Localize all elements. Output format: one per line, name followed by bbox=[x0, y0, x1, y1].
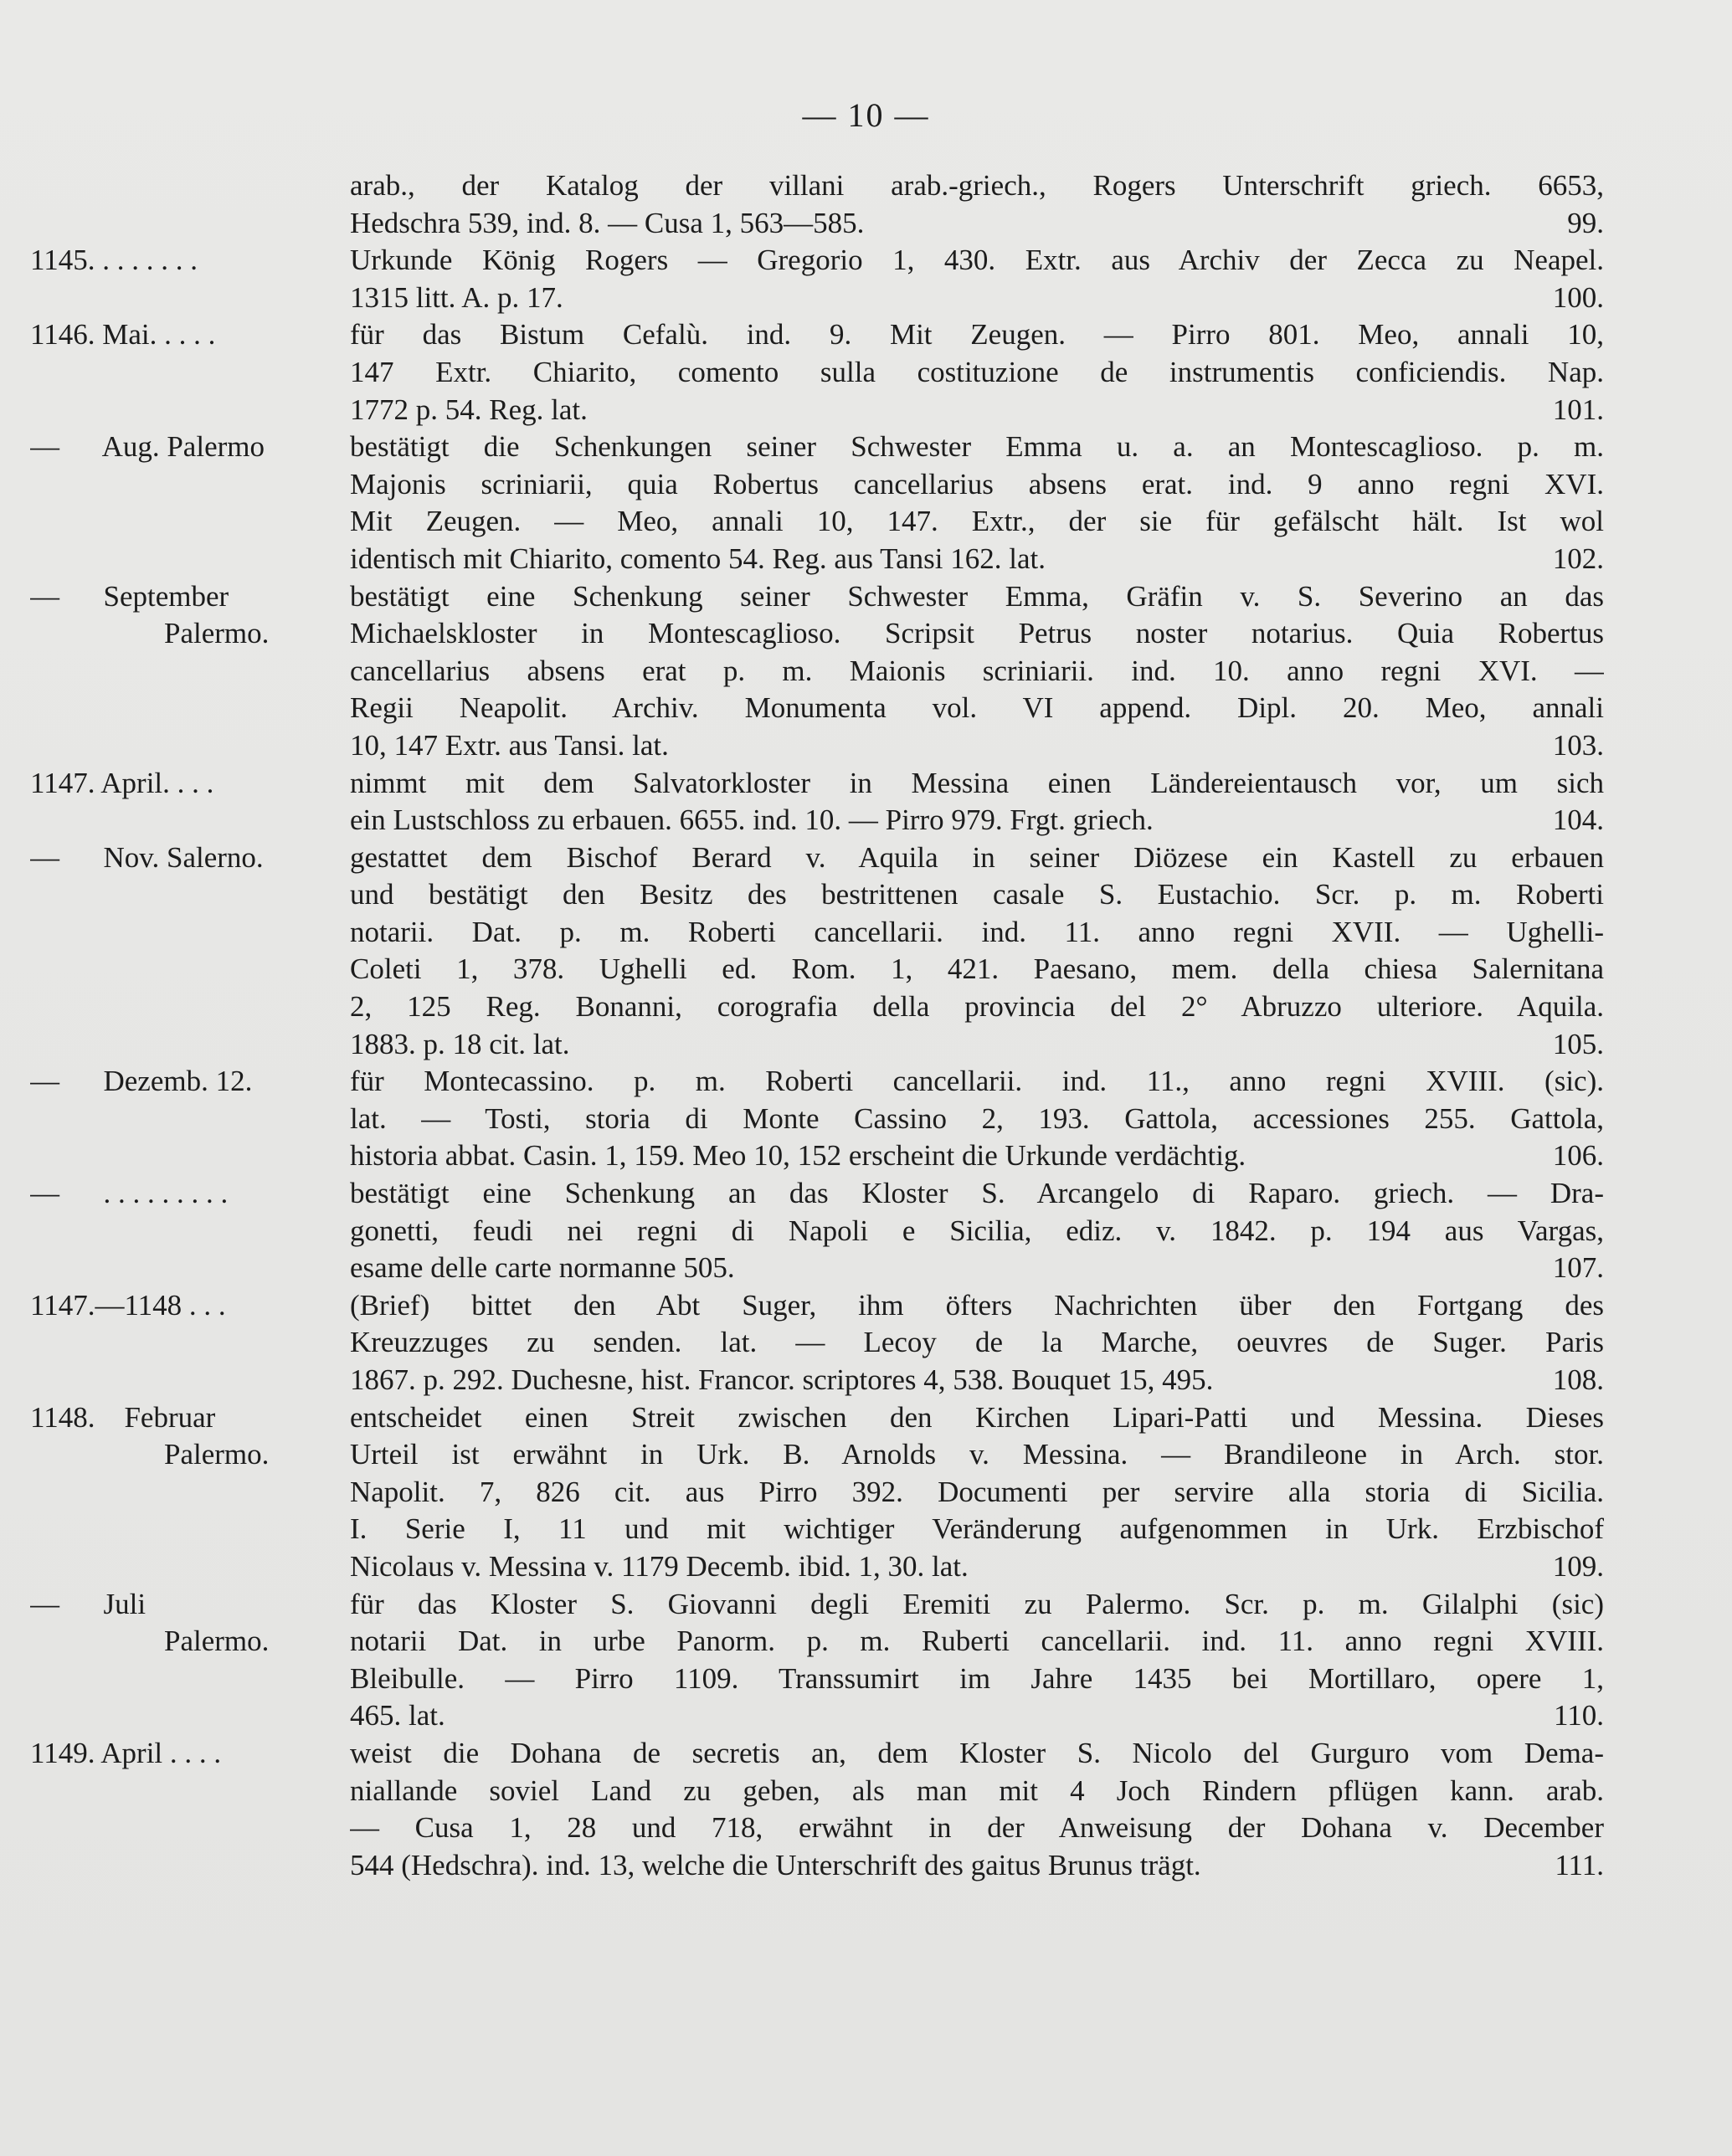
entry-text-line-content: Kreuzzuges zu senden. lat. — Lecoy de la Marche, oeuvres de Suger. Paris bbox=[350, 1326, 1604, 1359]
entry-number: 103. bbox=[1552, 728, 1604, 762]
entry-text-line-content: Nicolaus v. Messina v. 1179 Decemb. ibid. 1, 30. lat. bbox=[350, 1549, 969, 1583]
entry-text-line-content: 10, 147 Extr. aus Tansi. lat. bbox=[350, 728, 669, 762]
entry-date bbox=[30, 839, 342, 877]
entry-date bbox=[30, 765, 342, 803]
entry-date bbox=[30, 1287, 342, 1325]
entry-text-line-content: Hedschra 539, ind. 8. — Cusa 1, 563—585. bbox=[350, 206, 865, 239]
entry-date-line: Palermo. bbox=[164, 1438, 270, 1471]
entry-text-line bbox=[350, 1847, 1604, 1885]
entry-text-line-content: esame delle carte normanne 505. bbox=[350, 1251, 735, 1285]
entry-number: 99. bbox=[1567, 206, 1604, 239]
entry-text-line bbox=[350, 1101, 1604, 1138]
entry-text-line bbox=[350, 242, 1604, 280]
entry-date bbox=[30, 1175, 342, 1213]
entry-number: 109. bbox=[1552, 1549, 1604, 1583]
entry-text bbox=[350, 242, 1604, 316]
entry-text-line-content: für Montecassino. p. m. Roberti cancellarii. ind. 11., anno regni XVIII. (sic). bbox=[350, 1065, 1604, 1098]
entry-text-line-content: bestätigt eine Schenkung seiner Schwester Emma, Gräfin v. S. Severino an das bbox=[350, 579, 1604, 613]
entry-text-line-content: Regii Neapolit. Archiv. Monumenta vol. VI append. Dipl. 20. Meo, annali bbox=[350, 691, 1604, 725]
entry-text-line-content: 544 (Hedschra). ind. 13, welche die Unterschrift des gaitus Brunus trägt. bbox=[350, 1848, 1201, 1881]
entry-text-line-content: 1883. p. 18 cit. lat. bbox=[350, 1027, 570, 1060]
entry-date-line: 1149. April . . . . bbox=[30, 1736, 222, 1769]
regest-entry bbox=[0, 1063, 1732, 1175]
entry-text-line-content: Coleti 1, 378. Ughelli ed. Rom. 1, 421. Paesano, mem. della chiesa Salernitana bbox=[350, 952, 1604, 986]
entry-text-line-content: 2, 125 Reg. Bonanni, corografia della provincia del 2° Abruzzo ulteriore. Aquila. bbox=[350, 990, 1604, 1024]
entry-text-line-content: entscheidet einen Streit zwischen den Kirchen Lipari-Patti und Messina. Dieses bbox=[350, 1400, 1604, 1434]
entry-text-line-content: für das Bistum Cefalù. ind. 9. Mit Zeugen. — Pirro 801. Meo, annali 10, bbox=[350, 318, 1604, 352]
entry-text-line bbox=[350, 839, 1604, 877]
entry-date bbox=[30, 1735, 342, 1773]
regest-entry bbox=[0, 1586, 1732, 1735]
entry-number: 107. bbox=[1552, 1251, 1604, 1285]
entry-text bbox=[350, 1287, 1604, 1399]
entry-date-line: — September bbox=[30, 579, 229, 613]
entry-text-line-content: 1772 p. 54. Reg. lat. bbox=[350, 393, 588, 426]
entry-text-line-content: cancellarius absens erat p. m. Maionis scriniarii. ind. 10. anno regni XVI. — bbox=[350, 654, 1604, 687]
entry-text bbox=[350, 316, 1604, 429]
regest-entry bbox=[0, 1287, 1732, 1399]
entry-date-line: — Nov. Salerno. bbox=[30, 840, 264, 874]
entry-date-line: — Dezemb. 12. bbox=[30, 1065, 253, 1098]
entry-text-line bbox=[350, 914, 1604, 952]
entry-text-line bbox=[350, 1511, 1604, 1548]
entry-text-line bbox=[350, 503, 1604, 541]
entry-text-line bbox=[350, 1661, 1604, 1698]
entry-number: 102. bbox=[1552, 542, 1604, 575]
entry-text-line-content: gonetti, feudi nei regni di Napoli e Sicilia, ediz. v. 1842. p. 194 aus Vargas, bbox=[350, 1214, 1604, 1247]
entry-number: 110. bbox=[1554, 1699, 1604, 1732]
entry-date bbox=[30, 1063, 342, 1101]
entry-text-line-content: nimmt mit dem Salvatorkloster in Messina einen Ländereientausch vor, um sich bbox=[350, 766, 1604, 799]
entry-text-line bbox=[350, 392, 1604, 429]
entry-text-line bbox=[350, 541, 1604, 578]
entry-text-line bbox=[350, 1287, 1604, 1325]
entry-date-line: 1146. Mai. . . . . bbox=[30, 318, 216, 352]
entry-text-line-content: I. Serie I, 11 und mit wichtiger Veränderung aufgenommen in Urk. Erzbischof bbox=[350, 1512, 1604, 1546]
entry-text-line bbox=[350, 1735, 1604, 1773]
entry-text-line bbox=[350, 1175, 1604, 1213]
entry-text-line-content: Napolit. 7, 826 cit. aus Pirro 392. Documenti per servire alla storia di Sicilia. bbox=[350, 1475, 1604, 1508]
entry-text-line-content: Urkunde König Rogers — Gregorio 1, 430. Extr. aus Archiv der Zecca zu Neapel. bbox=[350, 244, 1604, 277]
entry-date bbox=[30, 242, 342, 280]
entry-text-line bbox=[350, 951, 1604, 988]
entry-text-line-content: identisch mit Chiarito, comento 54. Reg. aus Tansi 162. lat. bbox=[350, 542, 1046, 575]
entry-text-line-content: notarii Dat. in urbe Panorm. p. m. Ruberti cancellarii. ind. 11. anno regni XVIII. bbox=[350, 1625, 1604, 1658]
entry-text-line bbox=[350, 727, 1604, 765]
entry-text bbox=[350, 1586, 1604, 1735]
entry-text-line bbox=[350, 615, 1604, 653]
entry-number: 101. bbox=[1552, 393, 1604, 426]
entry-text-line-content: notarii. Dat. p. m. Roberti cancellarii. ind. 11. anno regni XVII. — Ughelli- bbox=[350, 915, 1604, 948]
entry-text-line-content: Bleibulle. — Pirro 1109. Transsumirt im Jahre 1435 bei Mortillaro, opere 1, bbox=[350, 1661, 1604, 1695]
entry-text-line-content: 1315 litt. A. p. 17. bbox=[350, 280, 563, 314]
entry-text-line-content: historia abbat. Casin. 1, 159. Meo 10, 152 erscheint die Urkunde verdächtig. bbox=[350, 1139, 1246, 1173]
entry-text-line bbox=[350, 765, 1604, 803]
entry-text-line-content: 1867. p. 292. Duchesne, hist. Francor. scriptores 4, 538. Bouquet 15, 495. bbox=[350, 1363, 1214, 1396]
regest-entry bbox=[0, 316, 1732, 429]
entry-text bbox=[350, 167, 1604, 242]
entry-text-line bbox=[350, 1810, 1604, 1847]
entry-text-line bbox=[350, 690, 1604, 727]
entry-text-line bbox=[350, 802, 1604, 839]
entry-text-line-content: und bestätigt den Besitz des bestrittenen casale S. Eustachio. Scr. p. m. Roberti bbox=[350, 878, 1604, 911]
entry-text-line bbox=[350, 316, 1604, 354]
entry-text-line-content: gestattet dem Bischof Berard v. Aquila in seiner Diözese ein Kastell zu erbauen bbox=[350, 840, 1604, 874]
entry-date-line: — Aug. Palermo bbox=[30, 430, 265, 464]
entry-text-line-content: Mit Zeugen. — Meo, annali 10, 147. Extr., der sie für gefälscht hält. Ist wol bbox=[350, 505, 1604, 538]
entry-date bbox=[30, 316, 342, 354]
entry-date-line: 1147. April. . . . bbox=[30, 766, 214, 799]
entry-number: 111. bbox=[1555, 1848, 1604, 1881]
entry-text-line bbox=[350, 1436, 1604, 1474]
entry-date bbox=[30, 1399, 342, 1474]
entry-text-line bbox=[350, 1213, 1604, 1250]
entry-text-line bbox=[350, 1362, 1604, 1399]
entry-text-line-content: Majonis scriniarii, quia Robertus cancellarius absens erat. ind. 9 anno regni XVI. bbox=[350, 467, 1604, 501]
page-number: — 10 — bbox=[802, 96, 930, 134]
entry-number: 108. bbox=[1552, 1363, 1604, 1396]
entry-text-line bbox=[350, 1324, 1604, 1362]
entry-text-line bbox=[350, 988, 1604, 1026]
entry-text bbox=[350, 1735, 1604, 1884]
entry-text-line bbox=[350, 876, 1604, 914]
entry-date bbox=[30, 429, 342, 466]
regest-entry bbox=[0, 578, 1732, 765]
entry-text-line bbox=[350, 1474, 1604, 1512]
entry-text-line bbox=[350, 1586, 1604, 1624]
entry-number: 105. bbox=[1552, 1027, 1604, 1060]
entry-date-line: 1147.—1148 . . . bbox=[30, 1288, 226, 1322]
entry-number: 106. bbox=[1552, 1139, 1604, 1173]
entry-date-line: 1145. . . . . . . . bbox=[30, 244, 198, 277]
entry-text-line bbox=[350, 1773, 1604, 1810]
entry-text-line-content: — Cusa 1, 28 und 718, erwähnt in der Anweisung der Dohana v. December bbox=[350, 1811, 1604, 1845]
entry-text-line bbox=[350, 1623, 1604, 1661]
entry-text-line bbox=[350, 1548, 1604, 1586]
entries-list bbox=[0, 167, 1732, 1884]
entry-text bbox=[350, 765, 1604, 839]
entry-date bbox=[30, 578, 342, 653]
entry-text-line bbox=[350, 466, 1604, 504]
entry-text-line bbox=[350, 354, 1604, 392]
entry-text-line bbox=[350, 1026, 1604, 1064]
entry-text bbox=[350, 1175, 1604, 1287]
entry-date-line: Palermo. bbox=[164, 617, 270, 650]
entry-text bbox=[350, 429, 1604, 578]
entry-text-line-content: bestätigt die Schenkungen seiner Schwester Emma u. a. an Montescaglioso. p. m. bbox=[350, 430, 1604, 464]
entry-text-line bbox=[350, 1250, 1604, 1287]
regest-entry bbox=[0, 765, 1732, 839]
entry-text-line-content: 147 Extr. Chiarito, comento sulla costituzione de instrumentis conficiendis. Nap. bbox=[350, 355, 1604, 388]
regest-entry bbox=[0, 1175, 1732, 1287]
entry-text-line bbox=[350, 429, 1604, 466]
entry-text-line-content: Michaelskloster in Montescaglioso. Scripsit Petrus noster notarius. Quia Robertus bbox=[350, 617, 1604, 650]
entry-date-line: — . . . . . . . . . bbox=[30, 1177, 229, 1210]
entry-date bbox=[30, 1586, 342, 1661]
entry-text-line-content: ein Lustschloss zu erbauen. 6655. ind. 10. — Pirro 979. Frgt. griech. bbox=[350, 803, 1154, 837]
entry-date-line: 1148. Februar bbox=[30, 1400, 216, 1434]
entry-text-line bbox=[350, 205, 1604, 243]
entry-date-line: Palermo. bbox=[164, 1625, 270, 1658]
entry-text-line bbox=[350, 1063, 1604, 1101]
regest-entry bbox=[0, 429, 1732, 578]
entry-text bbox=[350, 1399, 1604, 1586]
entry-text bbox=[350, 839, 1604, 1064]
regest-entry bbox=[0, 1399, 1732, 1586]
regest-entry bbox=[0, 167, 1732, 242]
entry-number: 104. bbox=[1552, 803, 1604, 837]
entry-text-line bbox=[350, 167, 1604, 205]
entry-text-line bbox=[350, 578, 1604, 616]
regest-entry bbox=[0, 1735, 1732, 1884]
entry-text-line-content: für das Kloster S. Giovanni degli Eremiti zu Palermo. Scr. p. m. Gilalphi (sic) bbox=[350, 1587, 1604, 1620]
entry-text bbox=[350, 1063, 1604, 1175]
entry-text-line-content: lat. — Tosti, storia di Monte Cassino 2, 193. Gattola, accessiones 255. Gattola, bbox=[350, 1101, 1604, 1135]
entry-text-line-content: (Brief) bittet den Abt Suger, ihm öfters Nachrichten über den Fortgang des bbox=[350, 1288, 1604, 1322]
entry-text-line bbox=[350, 280, 1604, 317]
entry-text-line-content: Urteil ist erwähnt in Urk. B. Arnolds v. Messina. — Brandileone in Arch. stor. bbox=[350, 1438, 1604, 1471]
entry-text-line bbox=[350, 1399, 1604, 1437]
entry-text-line-content: 465. lat. bbox=[350, 1699, 445, 1732]
entry-text-line bbox=[350, 1137, 1604, 1175]
entry-text-line bbox=[350, 1697, 1604, 1735]
entry-number: 100. bbox=[1552, 280, 1604, 314]
entry-text bbox=[350, 578, 1604, 765]
entry-text-line-content: arab., der Katalog der villani arab.-griech., Rogers Unterschrift griech. 6653, bbox=[350, 169, 1604, 202]
entry-text-line-content: weist die Dohana de secretis an, dem Kloster S. Nicolo del Gurguro vom Dema- bbox=[350, 1736, 1604, 1769]
entry-date-line: — Juli bbox=[30, 1587, 146, 1620]
regest-entry bbox=[0, 242, 1732, 316]
entry-text-line-content: bestätigt eine Schenkung an das Kloster S. Arcangelo di Raparo. griech. — Dra- bbox=[350, 1177, 1604, 1210]
entry-text-line-content: niallande soviel Land zu geben, als man mit 4 Joch Rindern pflügen kann. arab. bbox=[350, 1774, 1604, 1807]
regest-entry bbox=[0, 839, 1732, 1064]
entry-text-line bbox=[350, 653, 1604, 690]
